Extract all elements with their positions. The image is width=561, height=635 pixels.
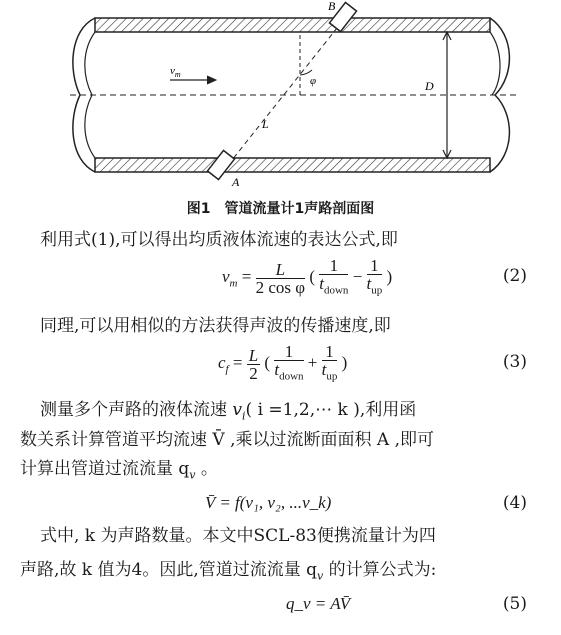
equation-4-number: (4) bbox=[502, 493, 527, 513]
equation-3: $c_f$ = $\frac{L}{2}$ ( $\frac{1}{t_{down}}$ + $\frac{1}{t_{up}}$ ) bbox=[218, 342, 348, 383]
transducer-a bbox=[207, 150, 234, 179]
label-vm: $v_m$ bbox=[170, 65, 181, 79]
label-a: A bbox=[232, 175, 240, 189]
label-phi: φ bbox=[310, 75, 317, 87]
figure-caption: 图1 管道流量计1声路剖面图 bbox=[186, 201, 375, 217]
pipe-top-wall bbox=[95, 18, 490, 32]
equation-2: $v_m$ = $\frac{L}{\text{2 cos φ}}$ ( $\frac{1}{t_{down}}$ − $\frac{1}{t_{up}}$ ) bbox=[222, 256, 393, 297]
equation-3-number: (3) bbox=[502, 352, 527, 372]
label-l: L bbox=[262, 117, 269, 131]
paragraph-line-2: 同理,可以用相似的方法获得声波的传播速度,即 bbox=[40, 316, 391, 336]
pipe-bottom-wall bbox=[95, 158, 490, 172]
paragraph-line-4: 数关系计算管道平均流速 V̄ ,乘以过流断面面积 A ,即可 bbox=[20, 430, 434, 450]
acoustic-path-line bbox=[228, 18, 345, 165]
paragraph-line-7: 声路,故 k 值为4。因此,管道过流流量 $q_v$ 的计算公式为: bbox=[20, 560, 437, 583]
paragraph-line-3: 测量多个声路的液体流速 $v_i$( i =1,2,⋯ k ),利用函 bbox=[40, 400, 417, 423]
equation-5: q_v = AV̄ bbox=[286, 594, 351, 613]
equation-5-number: (5) bbox=[502, 594, 527, 614]
equation-4: V̄ = f(v₁, v₂, ...v_k) bbox=[205, 493, 332, 512]
paragraph-line-1: 利用式(1),可以得出均质液体流速的表达公式,即 bbox=[40, 230, 398, 250]
pipe-cross-section-figure bbox=[0, 0, 561, 195]
paragraph-line-5: 计算出管道过流流量 $q_v$ 。 bbox=[20, 459, 218, 482]
paragraph-line-6: 式中, k 为声路数量。本文中SCL-83便携流量计为四 bbox=[40, 526, 436, 546]
label-d: D bbox=[425, 79, 434, 93]
label-b: B bbox=[328, 0, 336, 13]
equation-2-number: (2) bbox=[502, 266, 527, 286]
